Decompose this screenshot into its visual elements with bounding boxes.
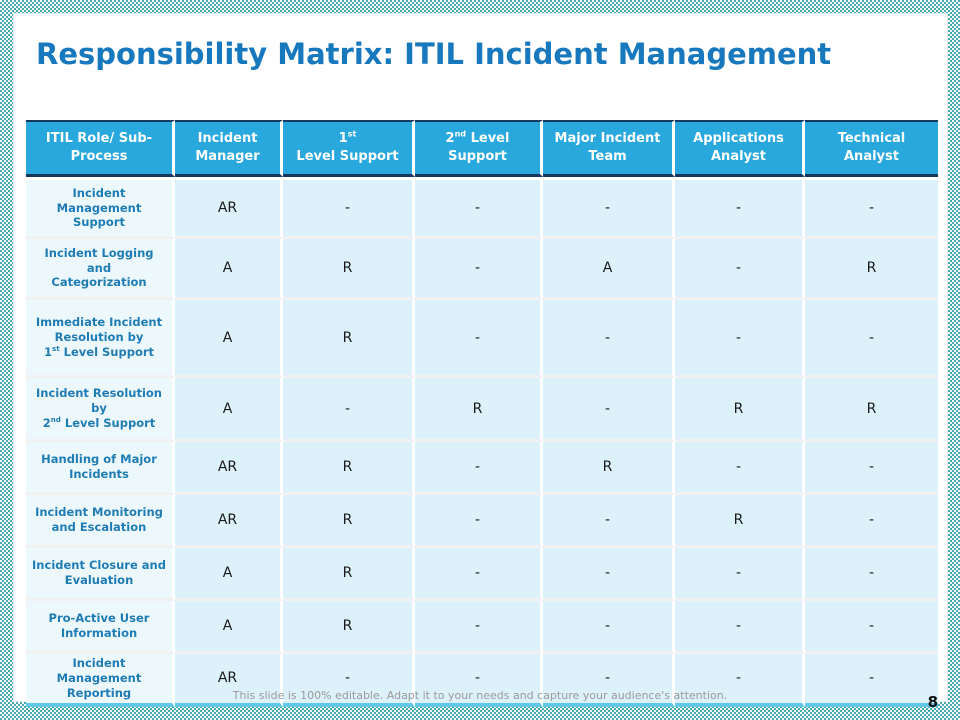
matrix-cell: - (675, 300, 805, 378)
matrix-cell: - (675, 548, 805, 601)
matrix-cell: A (543, 239, 675, 300)
column-header: ITIL Role/ Sub- Process (26, 120, 175, 177)
column-header: Incident Manager (175, 120, 283, 177)
table-row (26, 177, 938, 239)
table-row (26, 495, 938, 548)
row-label: Incident Management Support (26, 177, 175, 239)
matrix-cell: - (543, 601, 675, 654)
row-label: Immediate Incident Resolution by 1st Level Support (26, 300, 175, 378)
row-label: Incident Closure and Evaluation (26, 548, 175, 601)
row-label: Incident Resolution by 2nd Level Support (26, 378, 175, 442)
table-row (26, 442, 938, 495)
matrix-cell: A (175, 378, 283, 442)
matrix-cell: R (283, 548, 415, 601)
matrix-cell: - (415, 495, 543, 548)
matrix-cell: AR (175, 654, 283, 707)
matrix-cell: - (415, 177, 543, 239)
matrix-cell: R (543, 442, 675, 495)
matrix-cell: - (415, 442, 543, 495)
table-row (26, 601, 938, 654)
matrix-cell: AR (175, 495, 283, 548)
matrix-cell: A (175, 300, 283, 378)
matrix-cell: - (283, 654, 415, 707)
column-header: Applications Analyst (675, 120, 805, 177)
table-row (26, 378, 938, 442)
matrix-cell: - (415, 548, 543, 601)
matrix-cell: - (415, 601, 543, 654)
matrix-cell: A (175, 548, 283, 601)
matrix-cell: R (415, 378, 543, 442)
matrix-cell: R (805, 239, 938, 300)
footer-note: This slide is 100% editable. Adapt it to your needs and capture your audience's attention. (232, 689, 728, 702)
matrix-cell: R (283, 442, 415, 495)
matrix-cell: - (283, 378, 415, 442)
row-label: Pro-Active User Information (26, 601, 175, 654)
header-row (26, 120, 938, 177)
matrix-cell: R (283, 239, 415, 300)
matrix-cell: - (675, 239, 805, 300)
table-row (26, 548, 938, 601)
matrix-cell: - (543, 378, 675, 442)
matrix-cell: - (543, 177, 675, 239)
table-body (26, 177, 938, 707)
matrix-cell: - (675, 601, 805, 654)
matrix-cell: R (283, 300, 415, 378)
matrix-cell: - (415, 654, 543, 707)
column-header: Technical Analyst (805, 120, 938, 177)
matrix-cell: - (805, 654, 938, 707)
matrix-cell: - (415, 239, 543, 300)
matrix-cell: R (675, 378, 805, 442)
matrix-cell: - (805, 601, 938, 654)
column-header: 2nd Level Support (415, 120, 543, 177)
responsibility-matrix (26, 120, 938, 707)
table-row (26, 239, 938, 300)
matrix-cell: - (675, 654, 805, 707)
matrix-cell: - (805, 495, 938, 548)
slide-title: Responsibility Matrix: ITIL Incident Management (36, 37, 832, 71)
column-header: 1st Level Support (283, 120, 415, 177)
matrix-cell: - (543, 495, 675, 548)
matrix-cell: A (175, 239, 283, 300)
matrix-cell: A (175, 601, 283, 654)
table-row (26, 300, 938, 378)
matrix-cell: - (675, 177, 805, 239)
matrix-cell: R (283, 495, 415, 548)
slide (13, 13, 948, 702)
matrix-cell: - (805, 177, 938, 239)
row-label: Incident Management Reporting (26, 654, 175, 707)
responsibility-matrix-table (26, 120, 938, 707)
matrix-cell: R (675, 495, 805, 548)
matrix-cell: - (543, 548, 675, 601)
page-number: 8 (927, 693, 938, 711)
matrix-cell: AR (175, 177, 283, 239)
matrix-cell: - (805, 442, 938, 495)
matrix-cell: R (805, 378, 938, 442)
matrix-cell: - (283, 177, 415, 239)
matrix-cell: - (543, 300, 675, 378)
matrix-cell: - (675, 442, 805, 495)
row-label: Incident Monitoring and Escalation (26, 495, 175, 548)
matrix-cell: R (283, 601, 415, 654)
matrix-cell: AR (175, 442, 283, 495)
column-header: Major Incident Team (543, 120, 675, 177)
matrix-cell: - (805, 548, 938, 601)
matrix-cell: - (543, 654, 675, 707)
row-label: Incident Logging and Categorization (26, 239, 175, 300)
matrix-cell: - (805, 300, 938, 378)
matrix-cell: - (415, 300, 543, 378)
row-label: Handling of Major Incidents (26, 442, 175, 495)
